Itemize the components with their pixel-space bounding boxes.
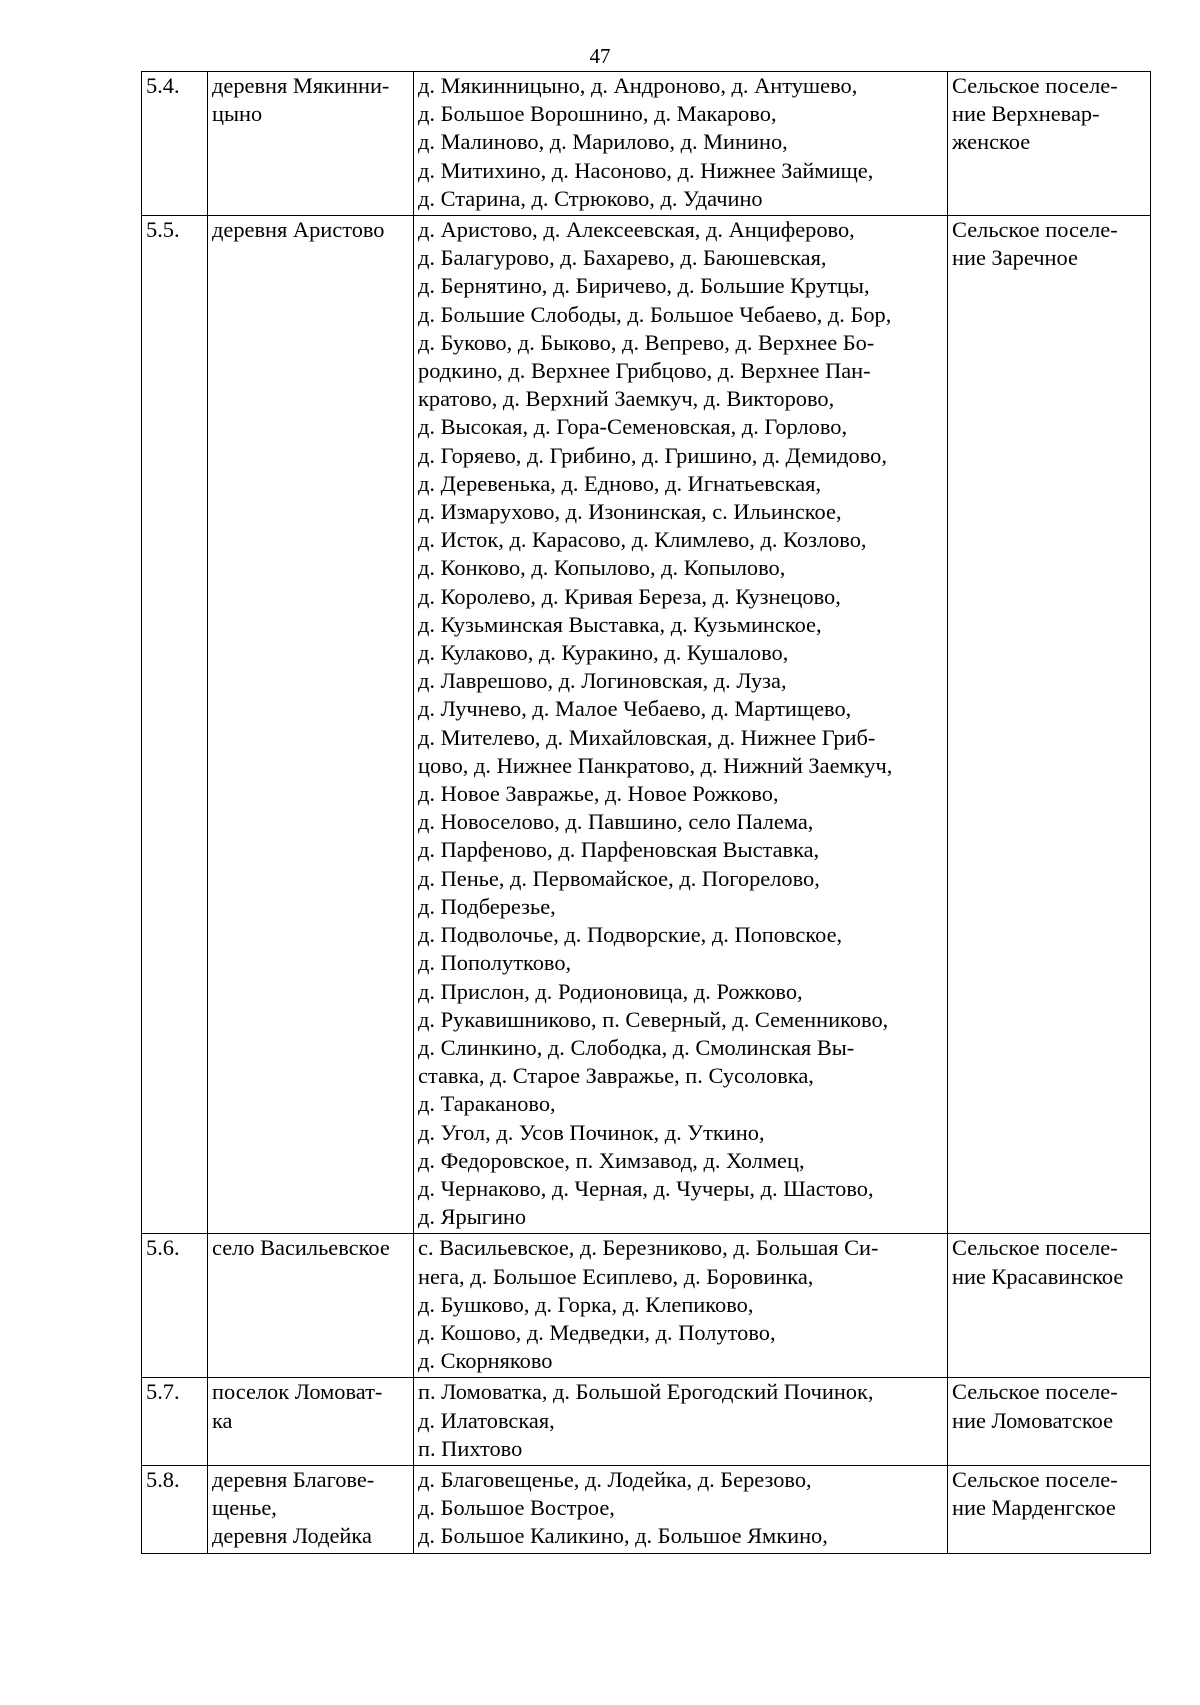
settlements-list-cell: [414, 72, 948, 216]
settlements-list-cell-line: д. Королево, д. Кривая Береза, д. Кузнецово,: [418, 583, 841, 609]
settlements-list-cell-line: д. Горяево, д. Грибино, д. Гришино, д. Демидово,: [418, 442, 887, 468]
municipality-cell: [948, 1465, 1151, 1553]
settlements-list-cell-line: д. Конково, д. Копылово, д. Копылово,: [418, 555, 786, 581]
settlements-list-cell-line: д. Бушково, д. Горка, д. Клепиково,: [418, 1291, 754, 1317]
settlements-list-cell: [414, 1234, 948, 1378]
municipality-cell-line: Сельское поселе-: [952, 73, 1118, 98]
municipality-cell-line: Сельское поселе-: [952, 217, 1118, 243]
settlements-list-cell-line: д. Угол, д. Усов Починок, д. Уткино,: [418, 1119, 765, 1145]
admin-center-cell-line: село Васильевское: [212, 1235, 390, 1261]
settlements-list-cell-line: нега, д. Большое Есиплево, д. Боровинка,: [418, 1263, 814, 1289]
settlements-list-cell: [414, 1465, 948, 1553]
table-row: [142, 1465, 1151, 1553]
admin-center-cell: [208, 216, 414, 1234]
settlements-list-cell-line: д. Тараканово,: [418, 1091, 556, 1117]
settlements-list-cell-line: д. Большое Ворошнино, д. Макарово,: [418, 101, 777, 127]
settlements-list-cell-line: д. Балагурово, д. Бахарево, д. Баюшевская,: [418, 245, 827, 271]
row-number-cell-text: 5.5.: [146, 217, 180, 243]
table-row: [142, 1234, 1151, 1378]
settlements-list-cell-line: д. Подволочье, д. Подворские, д. Поповское,: [418, 922, 843, 948]
admin-center-cell-line: ка: [212, 1407, 233, 1433]
settlements-list-cell-line: д. Новое Завражье, д. Новое Рожково,: [418, 781, 779, 807]
settlements-list-cell-line: д. Илатовская,: [418, 1407, 555, 1433]
row-number-cell-text: 5.4.: [146, 73, 180, 98]
municipality-cell-line: женское: [952, 129, 1031, 155]
admin-center-cell: [208, 1234, 414, 1378]
settlements-list-cell-line: д. Лучнево, д. Малое Чебаево, д. Мартищево,: [418, 696, 852, 722]
table-row: [142, 1378, 1151, 1466]
page-number: 47: [589, 44, 611, 68]
admin-center-cell-line: цыно: [212, 101, 263, 127]
settlements-list-cell-line: д. Буково, д. Быково, д. Вепрево, д. Верхнее Бо-: [418, 329, 875, 355]
municipality-cell: [948, 72, 1151, 216]
settlements-list-cell-line: д. Измарухово, д. Изонинская, с. Ильинское,: [418, 499, 842, 525]
settlements-list-cell-line: д. Скорняково: [418, 1348, 553, 1374]
table-body: [142, 72, 1151, 1554]
settlements-list-cell-line: ставка, д. Старое Завражье, п. Сусоловка,: [418, 1063, 814, 1089]
settlements-list-cell-line: д. Слинкино, д. Слободка, д. Смолинская Вы-: [418, 1034, 855, 1060]
settlements-list-cell-line: д. Новоселово, д. Павшино, село Палема,: [418, 809, 814, 835]
settlements-list-cell-line: д. Деревенька, д. Едново, д. Игнатьевская,: [418, 470, 822, 496]
settlements-list-cell: [414, 216, 948, 1234]
settlements-list-cell-line: д. Аристово, д. Алексеевская, д. Анциферово,: [418, 217, 855, 243]
settlements-list-cell-line: д. Высокая, д. Гора-Семеновская, д. Горлово,: [418, 414, 848, 440]
settlements-list-cell-line: д. Прислон, д. Родионовица, д. Рожково,: [418, 978, 803, 1004]
settlements-list-cell-line: д. Подберезье,: [418, 893, 556, 919]
municipality-cell-line: Сельское поселе-: [952, 1379, 1118, 1405]
row-number-cell-text: 5.7.: [146, 1379, 180, 1405]
settlements-list-cell-line: д. Лаврешово, д. Логиновская, д. Луза,: [418, 668, 787, 694]
municipality-cell: [948, 1234, 1151, 1378]
table-row: [142, 72, 1151, 216]
municipality-cell-line: Сельское поселе-: [952, 1235, 1118, 1261]
municipality-cell-line: Сельское поселе-: [952, 1466, 1118, 1492]
municipality-cell-line: ние Красавинское: [952, 1263, 1124, 1289]
settlements-list-cell-line: родкино, д. Верхнее Грибцово, д. Верхнее Пан-: [418, 358, 871, 384]
settlements-list-cell-line: п. Ломоватка, д. Большой Ерогодский Починок,: [418, 1379, 874, 1405]
settlements-table: [141, 71, 1151, 1554]
row-number-cell: [142, 1378, 208, 1466]
row-number-cell: [142, 216, 208, 1234]
row-number-cell: [142, 1465, 208, 1553]
settlements-list-cell-line: д. Федоровское, п. Химзавод, д. Холмец,: [418, 1147, 805, 1173]
table-row: [142, 216, 1151, 1234]
settlements-list-cell-line: с. Васильевское, д. Березниково, д. Большая Си-: [418, 1235, 879, 1261]
settlements-list-cell: [414, 1378, 948, 1466]
settlements-list-cell-line: д. Парфеново, д. Парфеновская Выставка,: [418, 837, 820, 863]
settlements-list-cell-line: д. Малиново, д. Марилово, д. Минино,: [418, 129, 788, 155]
municipality-cell-line: ние Заречное: [952, 245, 1078, 271]
settlements-list-cell-line: д. Большое Каликино, д. Большое Ямкино,: [418, 1523, 828, 1549]
settlements-list-cell-line: д. Большое Вострое,: [418, 1495, 615, 1521]
row-number-cell: [142, 72, 208, 216]
settlements-list-cell-line: д. Бернятино, д. Биричево, д. Большие Крутцы,: [418, 273, 870, 299]
settlements-list-cell-line: д. Пенье, д. Первомайское, д. Погорелово,: [418, 865, 820, 891]
admin-center-cell: [208, 72, 414, 216]
admin-center-cell-line: поселок Ломоват-: [212, 1379, 383, 1405]
municipality-cell: [948, 216, 1151, 1234]
municipality-cell-line: ние Верхневар-: [952, 101, 1100, 127]
admin-center-cell: [208, 1378, 414, 1466]
settlements-list-cell-line: д. Кулаково, д. Куракино, д. Кушалово,: [418, 640, 789, 666]
settlements-list-cell-line: п. Пихтово: [418, 1435, 523, 1461]
settlements-list-cell-line: д. Большие Слободы, д. Большое Чебаево, д. Бор,: [418, 301, 892, 327]
settlements-list-cell-line: д. Мякинницыно, д. Андроново, д. Антушево,: [418, 73, 858, 98]
admin-center-cell-line: деревня Аристово: [212, 217, 385, 243]
row-number-cell: [142, 1234, 208, 1378]
settlements-list-cell-line: д. Кошово, д. Медведки, д. Полутово,: [418, 1319, 776, 1345]
settlements-list-cell-line: д. Благовещенье, д. Лодейка, д. Березово,: [418, 1466, 812, 1492]
municipality-cell-line: ние Марденгское: [952, 1495, 1116, 1521]
admin-center-cell-line: деревня Лодейка: [212, 1523, 372, 1549]
settlements-list-cell-line: д. Мителево, д. Михайловская, д. Нижнее Гриб-: [418, 724, 876, 750]
settlements-list-cell-line: д. Пополутково,: [418, 950, 572, 976]
settlements-list-cell-line: цово, д. Нижнее Панкратово, д. Нижний Заемкуч,: [418, 752, 893, 778]
admin-center-cell-line: деревня Благове-: [212, 1466, 375, 1492]
settlements-list-cell-line: кратово, д. Верхний Заемкуч, д. Викторово,: [418, 386, 835, 412]
row-number-cell-text: 5.8.: [146, 1466, 180, 1492]
admin-center-cell: [208, 1465, 414, 1553]
admin-center-cell-line: щенье,: [212, 1495, 277, 1521]
settlements-list-cell-line: д. Ярыгино: [418, 1204, 527, 1230]
row-number-cell-text: 5.6.: [146, 1235, 180, 1261]
admin-center-cell-line: деревня Мякинни-: [212, 73, 390, 98]
settlements-list-cell-line: д. Кузьминская Выставка, д. Кузьминское,: [418, 611, 822, 637]
settlements-list-cell-line: д. Митихино, д. Насоново, д. Нижнее Займище,: [418, 157, 874, 183]
settlements-list-cell-line: д. Старина, д. Стрюково, д. Удачино: [418, 185, 763, 211]
settlements-list-cell-line: д. Чернаково, д. Черная, д. Чучеры, д. Шастово,: [418, 1175, 874, 1201]
municipality-cell-line: ние Ломоватское: [952, 1407, 1114, 1433]
settlements-list-cell-line: д. Рукавишниково, п. Северный, д. Семенниково,: [418, 1006, 889, 1032]
municipality-cell: [948, 1378, 1151, 1466]
settlements-list-cell-line: д. Исток, д. Карасово, д. Климлево, д. Козлово,: [418, 527, 867, 553]
